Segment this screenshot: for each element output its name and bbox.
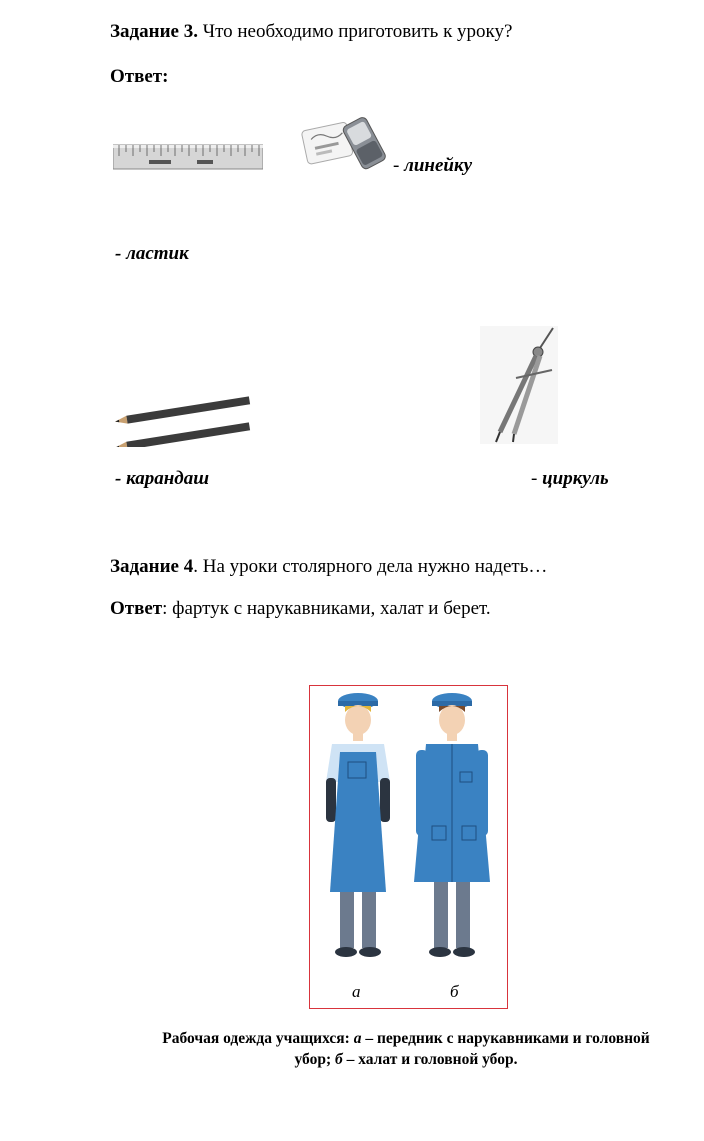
- task3-label: Задание 3.: [110, 21, 198, 42]
- figure-label-a: а: [352, 982, 361, 1001]
- caption-line1-prefix: Рабочая одежда учащихся:: [162, 1030, 354, 1047]
- answer-eraser-word: ластик: [126, 243, 189, 264]
- answer-pencil-word: карандаш: [126, 468, 210, 489]
- workwear-illustration: [310, 686, 506, 1006]
- answer-eraser-dash: -: [115, 243, 127, 264]
- pencil-icon: [110, 395, 254, 447]
- answer-ruler: [393, 155, 472, 177]
- answer-eraser: [115, 243, 189, 265]
- eraser-icon: [300, 104, 390, 174]
- task4-heading: [110, 556, 547, 578]
- answer-pencil-dash: -: [115, 468, 127, 489]
- task4-question: . На уроки столярного дела нужно надеть…: [193, 556, 548, 577]
- answer-ruler-word: линейку: [404, 155, 473, 176]
- caption-line1-rest: – передник с нарукавниками и головной: [361, 1030, 650, 1047]
- caption-line2-rest: – халат и головной убор.: [342, 1051, 518, 1068]
- task4-label: Задание 4: [110, 556, 194, 577]
- compass-icon: [480, 326, 558, 444]
- caption-line1-a: а: [353, 1030, 362, 1047]
- figure-label-b: б: [450, 982, 459, 1001]
- task3-question: Что необходимо приготовить к уроку?: [197, 21, 513, 42]
- task4-answer: [110, 598, 491, 620]
- figure-b-coat: [414, 693, 490, 957]
- answer-pencil: [115, 468, 209, 490]
- task4-answer-text: : фартук с нарукавниками, халат и берет.: [162, 598, 491, 619]
- figure-caption-line1: [108, 1028, 704, 1049]
- workwear-figure: [309, 685, 508, 1009]
- figure-a-apron: [326, 693, 390, 957]
- task3-answer-label: Ответ:: [110, 66, 169, 87]
- task4-answer-label: Ответ: [110, 598, 163, 619]
- answer-compass: [531, 468, 609, 490]
- answer-compass-word: циркуль: [542, 468, 609, 489]
- caption-line2-b: б: [335, 1051, 343, 1068]
- task3-heading: [110, 21, 512, 43]
- answer-compass-dash: -: [531, 468, 543, 489]
- answer-ruler-dash: -: [393, 155, 405, 176]
- caption-line2-prefix: убор;: [294, 1051, 335, 1068]
- ruler-icon: [113, 143, 263, 171]
- figure-caption-line2: [108, 1049, 704, 1070]
